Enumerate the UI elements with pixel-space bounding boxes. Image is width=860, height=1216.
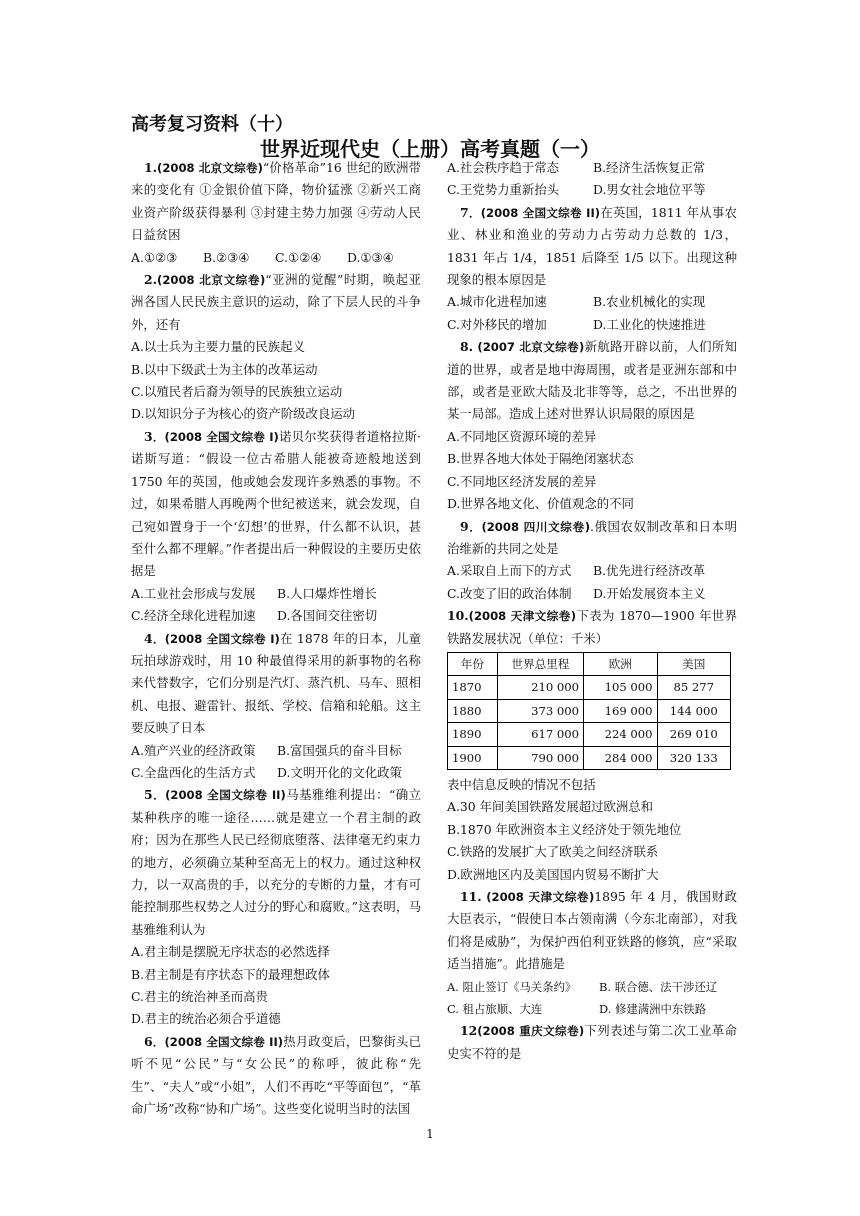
option-b: B.农业机械化的实现 (593, 294, 706, 310)
table-cell: 105 000 (584, 676, 657, 699)
question-number: 10 (447, 608, 465, 624)
question-number: 1 (144, 160, 153, 175)
option-c: C.①②④ (275, 249, 322, 265)
question-number: 9 (460, 518, 469, 534)
option-c: C.改变了旧的政治体制 (447, 585, 572, 601)
right-column (447, 157, 737, 1065)
question-source: ．(2008 四川文综卷) (468, 519, 590, 534)
table-header-cell: 欧洲 (584, 652, 657, 675)
question-stem: 诺贝尔奖获得者道格拉斯·诺斯写道：“假设一位古希腊人能被奇迹般地送到 1750 年的英国，他或她会发现许多熟悉的事物。不过，如果希腊人再晚两个世纪被送来，就会发现，自己宛如置身于一个‘幻想’的世界，什么都不认识，甚至什么都不理解。”作者提出后一种假设的主要历史依据是 (131, 428, 421, 579)
question-3-options-row-1 (131, 583, 421, 605)
question-source: ．(2008 全国文综卷 II) (152, 788, 286, 803)
option-a: A.工业社会形成与发展 (131, 585, 256, 601)
question-4-options-row-2 (131, 762, 421, 784)
option-b: B.②③④ (203, 249, 250, 265)
question-stem: 在英国，1811 年从事农业、林业和渔业的劳动力占劳动力总数的 1/3，1831 年占 1/4，1851 后降至 1/5 以下。出现这种现象的根本原因是 (447, 204, 737, 288)
question-1 (131, 157, 421, 247)
question-11 (447, 886, 737, 976)
table-cell: 320 133 (657, 746, 730, 769)
option-c: C. 租占旅顺、大连 (447, 1002, 543, 1017)
table-cell: 790 000 (497, 746, 583, 769)
question-4-options-row-1 (131, 740, 421, 762)
option-b: B.1870 年欧洲资本主义经济处于领先地位 (447, 821, 682, 837)
question-stem: 热月政变后，巴黎街头已听不见“公民”与“女公民”的称呼，彼此称“先生”、“夫人”或“小姐”，人们不再吃“平等面包”，“革命广场”改称“协和广场”。这些变化说明当时的法国 (131, 1033, 421, 1117)
question-source: . (2008 天津文综卷) (477, 890, 595, 904)
question-number: 8 (460, 339, 469, 355)
question-9-options-row-1 (447, 560, 737, 582)
question-source: ．(2008 全国文综卷 I) (152, 429, 279, 444)
question-number: 12 (460, 1023, 478, 1039)
option-d: D.文明开化的文化政策 (277, 764, 402, 780)
question-number: 4 (144, 630, 153, 646)
question-stem: 1895 年 4 月，俄国财政大臣表示，“假使日本占领南满（今东北南部），对我们将是威胁”，为保护西伯利亚铁路的修筑，应“采取适当措施”。此措施是 (447, 889, 738, 972)
option-b: B.人口爆炸性增长 (277, 585, 377, 601)
question-number: 6 (144, 1033, 153, 1049)
table-header-cell: 美国 (657, 652, 730, 675)
option-d: D.欧洲地区内及美国国内贸易不断扩大 (447, 866, 659, 882)
question-source: .(2008 天津文综卷) (464, 609, 577, 624)
question-10-prompt: 表中信息反映的情况不包括 (447, 776, 596, 792)
table-row (448, 676, 731, 699)
question-2 (131, 269, 421, 336)
question-stem: 在 1878 年的日本，儿童玩拍球游戏时，用 10 种最值得采用的新事物的名称来代替数字，它们分别是汽灯、蒸汽机、马车、照相机、电报、避雷针、报纸、学校、信箱和轮船。这主要反映了日本 (131, 630, 421, 736)
question-source: (2008 重庆文综卷) (477, 1024, 585, 1039)
question-stem: 下列表述与第二次工业革命史实不符的是 (447, 1023, 737, 1061)
question-stem: .俄国农奴制改革和日本明治维新的共同之处是 (447, 518, 737, 556)
main-title: 世界近现代史（上册）高考真题（一） (260, 137, 600, 161)
question-source: ．(2008 全国文综卷 II) (152, 1034, 284, 1049)
option-d: D.工业化的快速推进 (593, 316, 706, 332)
table-cell: 169 000 (584, 699, 657, 722)
option-c: C.以殖民者后裔为领导的民族独立运动 (131, 384, 343, 400)
table-cell: 373 000 (497, 699, 583, 722)
question-7-options-row-1 (447, 291, 737, 313)
option-d: D.世界各地文化、价值观念的不同 (447, 496, 634, 512)
question-number: 11 (460, 889, 478, 904)
question-source: ．(2008 全国文综卷 II) (468, 205, 601, 220)
option-b: B.经济生活恢复正常 (593, 160, 706, 175)
question-12 (447, 1020, 737, 1065)
option-d: D.①③④ (347, 249, 394, 265)
left-column (131, 157, 421, 1120)
option-d: D. 修建满洲中东铁路 (599, 1002, 707, 1017)
table-header-cell: 世界总里程 (497, 652, 583, 675)
question-number: 7 (460, 204, 469, 220)
table-header-row (448, 652, 731, 675)
question-4 (131, 628, 421, 740)
option-d: D.各国间交往密切 (277, 608, 378, 624)
table-row (448, 746, 731, 769)
table-row (448, 723, 731, 746)
question-11-options-row-1 (447, 976, 737, 998)
question-stem: 新航路开辟以前，人们所知道的世界，或者是地中海周围，或者是亚洲东部和中部，或者是亚欧大陆及北非等等，总之，不出世界的某一局部。造成上述对世界认识局限的原因是 (447, 339, 738, 422)
question-9-options-row-2 (447, 583, 737, 605)
question-1-options (131, 247, 421, 269)
option-b: B.君主制是有序状态下的最理想政体 (131, 966, 330, 982)
question-10 (447, 605, 737, 650)
option-b: B.以中下级武士为主体的改革运动 (131, 361, 318, 377)
option-d: D.君主的统治必须合乎道德 (131, 1011, 281, 1027)
question-source: . (2007 北京文综卷) (468, 340, 585, 355)
option-a: A.殖产兴业的经济政策 (131, 742, 256, 758)
option-a: A.君主制是摆脱无序状态的必然选择 (131, 944, 330, 960)
option-c: C.不同地区经济发展的差异 (447, 473, 597, 489)
option-a: A.不同地区资源环境的差异 (447, 428, 597, 444)
option-c: C.经济全球化进程加速 (131, 608, 256, 624)
question-7 (447, 202, 737, 292)
question-6-options-row-1 (447, 157, 737, 179)
option-c: C.铁路的发展扩大了欧美之间经济联系 (447, 844, 659, 860)
option-c: C.全盘西化的生活方式 (131, 764, 256, 780)
question-6-options-row-2 (447, 179, 737, 201)
option-a: A.社会秩序趋于常态 (447, 160, 560, 175)
option-a: A.以士兵为主要力量的民族起义 (131, 339, 305, 355)
railway-table (447, 652, 731, 770)
question-number: 5 (144, 787, 153, 803)
option-c: C.对外移民的增加 (447, 316, 547, 332)
question-7-options-row-2 (447, 314, 737, 336)
table-cell: 269 010 (657, 723, 730, 746)
table-header-cell: 年份 (448, 652, 498, 675)
option-a: A.30 年间美国铁路发展超过欧洲总和 (447, 799, 654, 815)
option-a: A.城市化进程加速 (447, 294, 547, 310)
series-title: 高考复习资料（十） (131, 114, 293, 135)
question-stem: 下表为 1870—1900 年世界铁路发展状况（单位：千米） (447, 608, 737, 646)
option-b: B.富国强兵的奋斗目标 (277, 742, 402, 758)
table-cell: 1890 (448, 723, 498, 746)
page-number: 1 (426, 1127, 434, 1141)
option-a: A.采取自上而下的方式 (447, 563, 572, 579)
option-a: A. 阻止签订《马关条约》 (447, 979, 577, 994)
option-d: D.开始发展资本主义 (593, 585, 706, 601)
option-d: D.以知识分子为核心的资产阶级改良运动 (131, 406, 356, 422)
table-cell: 85 277 (657, 676, 730, 699)
question-11-options-row-2 (447, 998, 737, 1020)
question-number: 3 (144, 428, 153, 444)
table-cell: 617 000 (497, 723, 583, 746)
question-3 (131, 426, 421, 583)
question-source: ．(2008 全国文综卷 I) (152, 631, 280, 646)
option-c: C.君主的统治神圣而高贵 (131, 989, 268, 1005)
option-a: A.①②③ (131, 249, 178, 265)
table-row (448, 699, 731, 722)
table-cell: 1870 (448, 676, 498, 699)
question-9 (447, 516, 737, 561)
option-b: B. 联合德、法干涉还辽 (599, 979, 718, 994)
question-number: 2 (144, 272, 153, 288)
question-stem: 马基雅维利提出：“确立某种秩序的唯一途径……就是建立一个君主制的政府；因为在那些人民已经彻底堕落、法律毫无约束力的地方，必须确立某种至高无上的权力。通过这种权力，以一双高贵的手，以充分的专断的力量，才有可能控制那些权势之人过分的野心和腐败。”这表明，马基雅维利认为 (131, 787, 421, 937)
table-cell: 284 000 (584, 746, 657, 769)
question-stem: “价格革命”16 世纪的欧洲带来的变化有 ①金银价值下降，物价猛涨 ②新兴工商业资产阶级获得暴利 ③封建主势力加强 ④劳动人民日益贫困 (131, 160, 422, 243)
table-cell: 224 000 (584, 723, 657, 746)
question-5 (131, 784, 421, 941)
option-b: B.世界各地大体处于隔绝闭塞状态 (447, 451, 634, 467)
table-cell: 144 000 (657, 699, 730, 722)
question-source: .(2008 北京文综卷) (152, 161, 263, 175)
question-6 (131, 1031, 421, 1121)
table-cell: 1880 (448, 699, 498, 722)
option-c: C.王党势力重新抬头 (447, 182, 560, 198)
question-8 (447, 336, 737, 426)
table-cell: 1900 (448, 746, 498, 769)
option-b: B.优先进行经济改革 (593, 563, 706, 579)
question-source: .(2008 北京文综卷) (152, 273, 266, 288)
table-cell: 210 000 (497, 676, 583, 699)
question-stem: “亚洲的觉醒”时期，唤起亚洲各国人民民族主意识的运动，除了下层人民的斗争外，还有 (131, 272, 421, 332)
option-d: D.男女社会地位平等 (593, 182, 706, 198)
question-3-options-row-2 (131, 605, 421, 627)
